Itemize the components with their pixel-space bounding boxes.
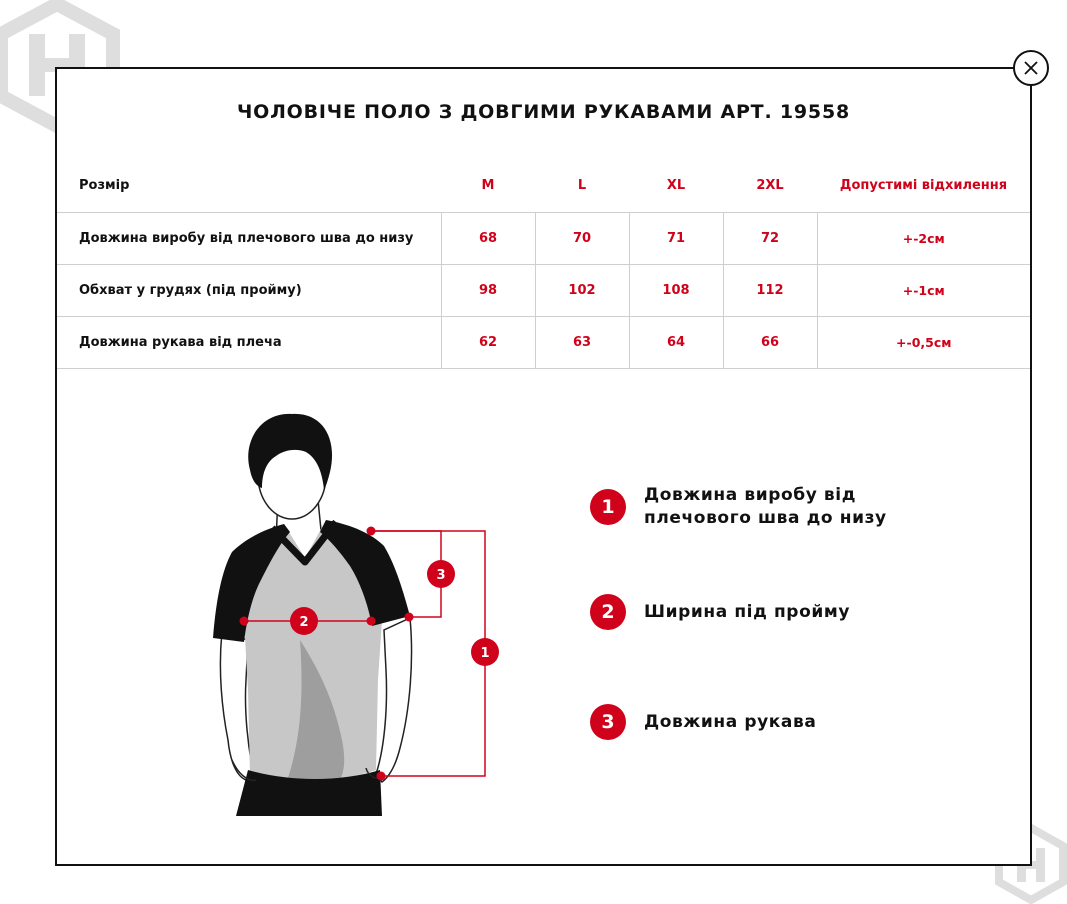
- legend-text: Ширина під пройму: [644, 601, 851, 622]
- header-size-m: M: [441, 160, 535, 212]
- marker-2: [290, 607, 318, 635]
- marker-3: [427, 560, 455, 588]
- row-value: 64: [629, 316, 723, 368]
- table-row: [57, 264, 1030, 316]
- row-value: 112: [723, 264, 817, 316]
- table-row: [57, 316, 1030, 368]
- table-row: [57, 212, 1030, 264]
- measurement-figure-illustration: [205, 405, 515, 825]
- legend-item: [590, 704, 934, 740]
- header-size-xl: XL: [629, 160, 723, 212]
- row-tolerance: +-1см: [817, 264, 1030, 316]
- header-size-l: L: [535, 160, 629, 212]
- row-value: 63: [535, 316, 629, 368]
- legend-text: Довжина виробу від плечового шва до низу: [644, 485, 887, 528]
- legend-item: [590, 594, 934, 630]
- row-label: Довжина рукава від плеча: [57, 316, 441, 368]
- row-value: 68: [441, 212, 535, 264]
- legend-text: Довжина рукава: [644, 711, 817, 732]
- legend-number-badge: 2: [590, 594, 626, 630]
- legend-item: [590, 484, 934, 530]
- page-title: ЧОЛОВІЧЕ ПОЛО З ДОВГИМИ РУКАВАМИ АРТ. 19558: [237, 101, 850, 123]
- row-label: Обхват у грудях (під пройму): [57, 264, 441, 316]
- row-label: Довжина виробу від плечового шва до низу: [57, 212, 441, 264]
- legend-number-badge: 3: [590, 704, 626, 740]
- row-value: 70: [535, 212, 629, 264]
- row-tolerance: +-0,5см: [817, 316, 1030, 368]
- row-value: 102: [535, 264, 629, 316]
- header-size-2xl: 2XL: [723, 160, 817, 212]
- close-button[interactable]: [1013, 50, 1049, 86]
- marker-1: [471, 638, 499, 666]
- row-tolerance: +-2см: [817, 212, 1030, 264]
- marker-2-label: 2: [299, 615, 309, 630]
- row-value: 72: [723, 212, 817, 264]
- marker-3-label: 3: [436, 568, 446, 583]
- marker-1-label: 1: [480, 646, 490, 661]
- size-table: [57, 160, 1030, 369]
- close-icon: [1024, 61, 1038, 75]
- header-tolerance: Допустимі відхилення: [817, 160, 1030, 212]
- table-header-row: [57, 160, 1030, 212]
- row-value: 98: [441, 264, 535, 316]
- row-value: 62: [441, 316, 535, 368]
- legend-number-badge: 1: [590, 489, 626, 525]
- row-value: 71: [629, 212, 723, 264]
- row-value: 108: [629, 264, 723, 316]
- row-value: 66: [723, 316, 817, 368]
- header-size-label: Розмір: [57, 160, 441, 212]
